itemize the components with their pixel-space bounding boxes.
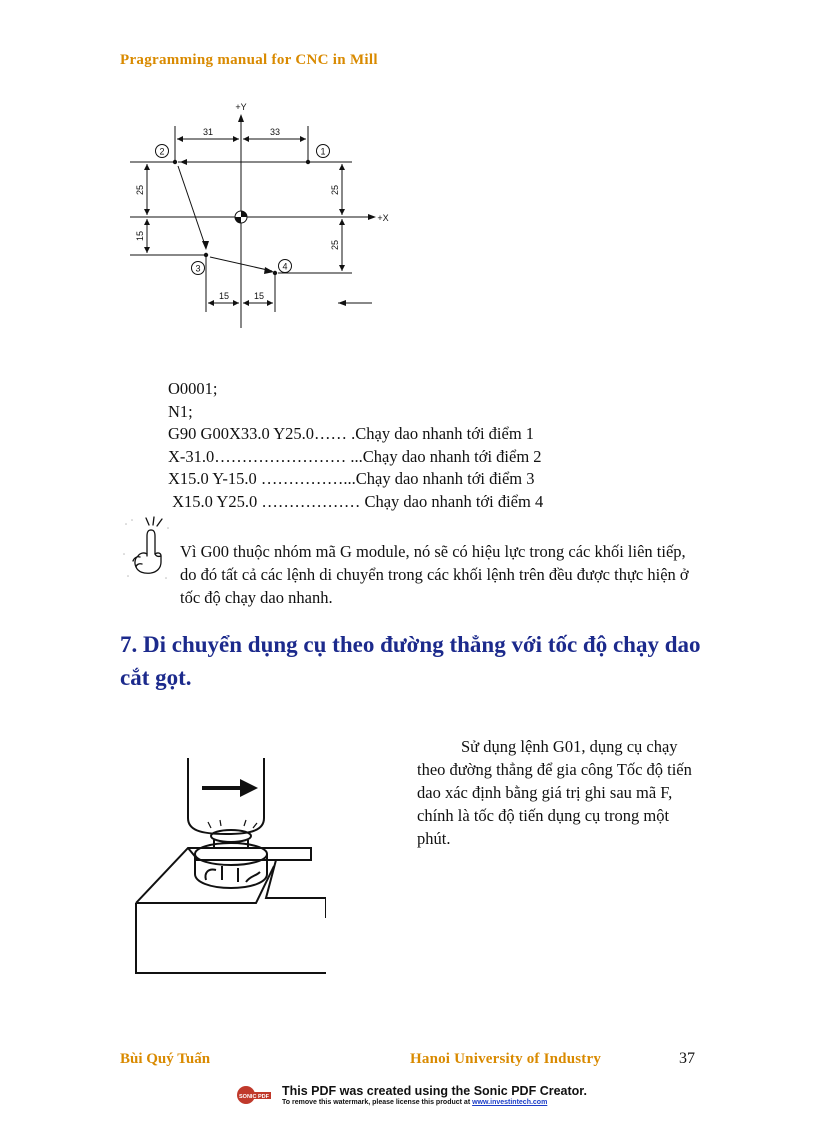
watermark-sub-text: To remove this watermark, please license this product at www.investintech.com (282, 1099, 548, 1106)
point-2-dot (173, 160, 177, 164)
dim-top-right: 33 (269, 127, 281, 137)
g01-description (417, 735, 702, 850)
note-paragraph: Vì G00 thuộc nhóm mã G module, nó sẽ có hiệu lực trong các khối liên tiếp, do đó tất cả các lệnh di chuyển trong các khối lệnh trên đều được thực hiện ở tốc độ chạy dao nhanh. (180, 542, 689, 607)
dim-top-left: 31 (202, 127, 214, 137)
code-line: G90 G00X33.0 Y25.0…… .Chạy dao nhanh tới điểm 1 (168, 424, 535, 443)
dim-left-lower: 15 (135, 230, 145, 242)
page-number: 37 (679, 1050, 695, 1067)
dim-right-lower: 25 (330, 239, 340, 251)
dim-right-upper: 25 (330, 184, 340, 196)
pdf-watermark (236, 1085, 587, 1110)
sonic-pdf-logo (236, 1085, 272, 1110)
footer-author: Bùi Quý Tuấn (120, 1051, 211, 1067)
svg-text:SONIC PDF: SONIC PDF (239, 1094, 269, 1100)
point-2-label: 2 (159, 146, 165, 157)
code-line: X-31.0…………………… ...Chạy dao nhanh tới điểm 2 (168, 446, 542, 466)
running-header: Pragramming manual for CNC in Mill (120, 52, 378, 68)
point-1-label: 1 (320, 146, 326, 157)
footer-school: Hanoi University of Industry (410, 1051, 602, 1067)
code-line: X15.0 Y-15.0 ……………...Chạy dao nhanh tới điểm 3 (168, 469, 535, 488)
code-line: O0001; (168, 379, 218, 398)
x-axis-label: +X (377, 213, 389, 223)
g01-description-text: Sử dụng lệnh G01, dụng cụ chạy theo đường thẳng để gia công Tốc độ tiến dao xác định bằng giá trị ghi sau mã F, chính là tốc độ tiến dụng cụ trong một phút. (417, 737, 692, 848)
point-4-label: 4 (282, 261, 288, 272)
point-3-dot (204, 253, 208, 257)
dim-bottom-left: 15 (218, 291, 230, 301)
watermark-main-text: This PDF was created using the Sonic PDF Creator. (282, 1084, 587, 1098)
point-1-dot (306, 160, 310, 164)
code-line: N1; (168, 401, 193, 421)
code-line: X15.0 Y25.0 ……………… Chạy dao nhanh tới điểm 4 (168, 491, 544, 511)
point-4-dot (273, 271, 277, 275)
origin-symbol (235, 211, 247, 223)
point-3-label: 3 (195, 263, 201, 274)
y-axis-label: +Y (235, 102, 247, 112)
section-heading: 7. Di chuyển dụng cụ theo đường thẳng với tốc độ chạy dao cắt gọt. (120, 632, 701, 690)
feed-direction-arrow (202, 779, 258, 797)
pointing-hand-icon (118, 514, 174, 586)
dim-bottom-right: 15 (253, 291, 265, 301)
coordinate-diagram (120, 100, 390, 330)
nc-program-block (168, 378, 543, 513)
milling-illustration (126, 748, 326, 980)
watermark-link[interactable]: www.investintech.com (472, 1099, 548, 1106)
dim-left-upper: 25 (135, 184, 145, 196)
